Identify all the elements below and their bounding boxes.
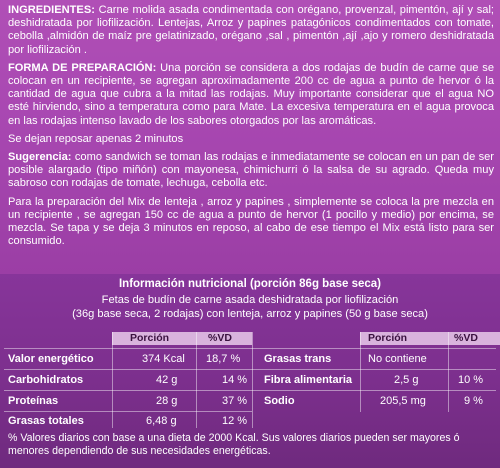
nutrition-subtitle <box>0 293 500 321</box>
preparation-paragraph <box>8 62 494 128</box>
daily-values-footnote: % Valores diarios con base a una dieta de 2000 Kcal. Sus valores diarios pueden ser mayores ó menores dependiendo de sus necesidades energéticas. <box>8 432 460 457</box>
nutrient-value: 2,5 g <box>394 374 419 386</box>
nutrient-label: Carbohidratos <box>8 374 84 386</box>
ingredients-paragraph <box>8 4 494 57</box>
nutrient-vd: 9 % <box>464 395 483 407</box>
column-divider <box>448 332 449 412</box>
column-divider <box>360 332 361 412</box>
suggestion-heading: Sugerencia: <box>8 151 72 164</box>
preparation-heading: FORMA DE PREPARACIÓN: <box>8 61 157 74</box>
nutrient-value: No contiene <box>368 353 427 365</box>
nutrient-value: 374 Kcal <box>142 353 185 365</box>
rest-time-text: Se dejan reposar apenas 2 minutos <box>8 132 184 145</box>
column-divider <box>252 332 253 428</box>
column-divider <box>112 332 113 428</box>
nutrient-value: 28 g <box>156 395 178 407</box>
ingredients-heading: INGREDIENTES: <box>8 4 95 16</box>
ingredients-text: Carne molida asada condimentada con orégano, provenzal, pimentón, ají y sal; deshidratada por liofilización. Lentejas, Arroz y papines patagónicos condimentados con tomate, cebolla ,almidón de maíz pre gelatinizado, orégano ,sal , pimentón ,ají ,ajo y romero deshidratada por liofilización . <box>8 4 494 56</box>
suggestion-paragraph <box>8 151 494 191</box>
table-divider <box>4 390 496 391</box>
table-divider <box>4 411 252 412</box>
nutrition-subtitle-line-2: (36g base seca, 2 rodajas) con lenteja, arroz y papines (50 g base seca) <box>72 308 428 320</box>
column-divider <box>196 332 197 428</box>
nutrient-vd: 12 % <box>222 415 248 427</box>
suggestion-text: como sandwich se toman las rodajas e inmediatamente se colocan en un pan de ser posible alargado (tipo miñón) con mayonesa, chimichurri ó la salsa de su agrado. Queda muy sabroso con rodajas de tomate, lechuga, cebolla etc. <box>8 151 494 190</box>
preparation-text: Una porción se considera a dos rodajas de budín de carne que se colocan en un recipiente, se agregan aproximadamente 200 cc de agua a punto de hervor ó la cantidad de agua que cubra a la mitad las rodajas. Muy importante considerar que el agua NO esté hirviendo, sino a temperatura como para Mate. La excesiva temperatura en el agua provoca en las rodajas intenso lavado de los sabores otorgados por las aromáticas. <box>8 61 494 127</box>
nutrition-subtitle-line-1: Fetas de budín de carne asada deshidratada por liofilización <box>101 294 399 306</box>
label-text-block <box>8 4 494 253</box>
nutrient-value: 205,5 mg <box>380 395 426 407</box>
table-divider <box>4 369 496 370</box>
nutrient-label: Valor energético <box>8 353 94 365</box>
nutrient-vd: 37 % <box>222 395 248 407</box>
nutrient-vd: 14 % <box>222 374 248 386</box>
nutrition-table <box>0 274 500 468</box>
nutrition-title: Información nutricional (porción 86g base seca) <box>118 278 381 290</box>
nutrient-label: Fibra alimentaria <box>264 374 353 386</box>
nutrient-label: Proteínas <box>8 395 59 407</box>
mix-preparation-text: Para la preparación del Mix de lenteja , arroz y papines , simplemente se coloca la pre mezcla en un recipiente , se agregan 150 cc de agua a punto de hervor (1 pocillo y medio) por encima, se mezcla. Se tapa y se deja 3 minutos en reposo, al cabo de ese tiempo el Mix está listo para ser consumido. <box>8 195 494 248</box>
left-vd-header: %VD <box>208 332 232 344</box>
nutrient-label: Grasas trans <box>264 353 332 365</box>
nutrient-label: Grasas totales <box>8 415 84 427</box>
nutrient-value: 6,48 g <box>146 415 177 427</box>
right-column-header <box>360 332 500 345</box>
right-portion-header: Porción <box>368 332 408 344</box>
nutrient-vd: 18,7 % <box>206 353 241 365</box>
nutrient-vd: 10 % <box>458 374 484 386</box>
nutrient-value: 42 g <box>156 374 178 386</box>
table-divider <box>4 348 496 349</box>
nutrient-label: Sodio <box>264 395 295 407</box>
left-portion-header: Porción <box>130 332 170 344</box>
left-column-header <box>112 332 252 345</box>
right-vd-header: %VD <box>454 332 478 344</box>
